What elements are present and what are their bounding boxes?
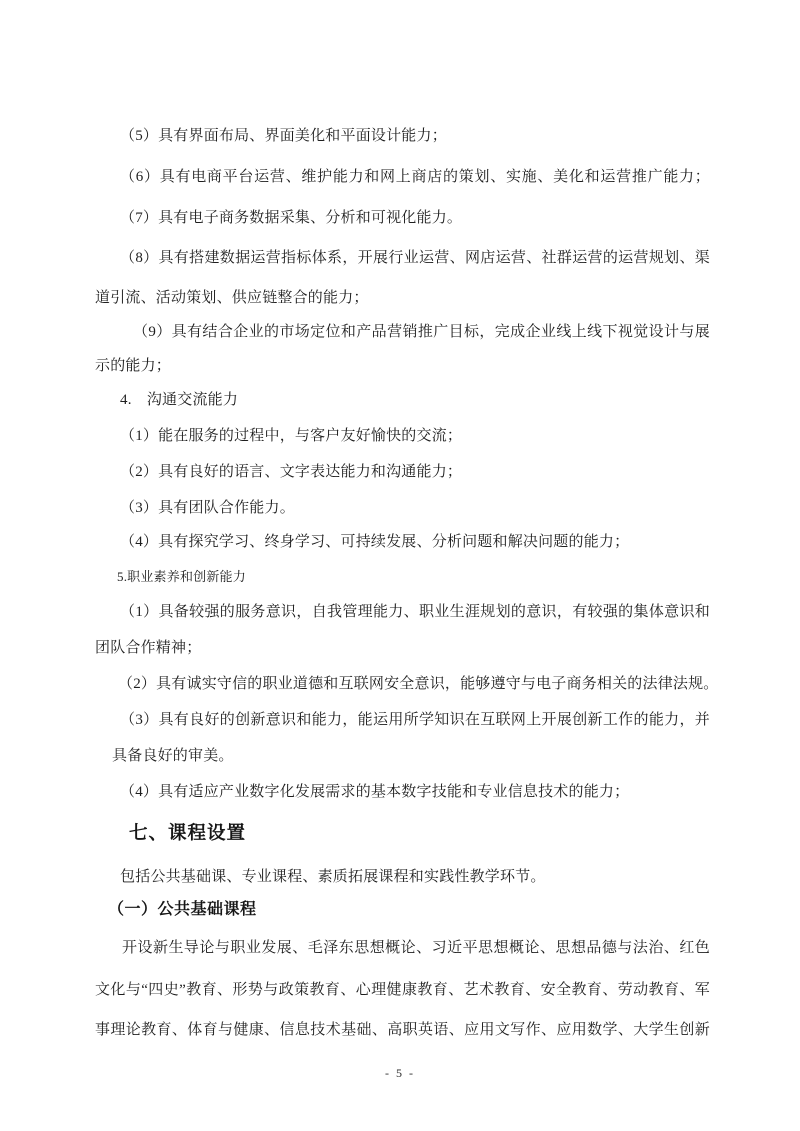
page-number: - 5 - xyxy=(385,1066,415,1080)
section-4-title: 4. 沟通交流能力 xyxy=(120,392,239,408)
item-9-line-2: 示的能力； xyxy=(95,358,172,374)
subheading-public-basic-courses: （一）公共基础课程 xyxy=(108,901,257,918)
item-5: （5）具有界面布局、界面美化和平面设计能力； xyxy=(120,128,447,144)
section-5-item-3-line-2: 具备良好的审美。 xyxy=(112,748,234,764)
item-7: （7）具有电子商务数据采集、分析和可视化能力。 xyxy=(120,210,463,226)
item-8-line-2: 道引流、活动策划、供应链整合的能力； xyxy=(95,290,369,306)
heading-curriculum: 七、课程设置 xyxy=(129,822,247,843)
section-5-title: 5.职业素养和创新能力 xyxy=(117,569,246,584)
item-8-line-1: （8）具有搭建数据运营指标体系，开展行业运营、网店运营、社群运营的运营规划、渠 xyxy=(120,250,710,266)
section-5-item-1-line-1: （1）具备较强的服务意识，自我管理能力、职业生涯规划的意识，有较强的集体意识和 xyxy=(120,604,710,620)
courses-paragraph-line-2: 文化与“四史”教育、形势与政策教育、心理健康教育、艺术教育、安全教育、劳动教育、军 xyxy=(95,982,710,998)
item-6: （6）具有电商平台运营、维护能力和网上商店的策划、实施、美化和运营推广能力； xyxy=(120,169,710,185)
section-5-item-4: （4）具有适应产业数字化发展需求的基本数字技能和专业信息技术的能力； xyxy=(120,784,630,800)
section-4-item-1: （1）能在服务的过程中，与客户友好愉快的交流； xyxy=(120,428,463,444)
item-9-line-1: （9）具有结合企业的市场定位和产品营销推广目标，完成企业线上线下视觉设计与展 xyxy=(133,324,710,340)
section-5-item-1-line-2: 团队合作精神； xyxy=(95,640,202,656)
section-4-item-2: （2）具有良好的语言、文字表达能力和沟通能力； xyxy=(120,464,463,480)
courses-paragraph-line-1: 开设新生导论与职业发展、毛泽东思想概论、习近平思想概论、思想品德与法治、红色 xyxy=(122,940,710,956)
section-4-item-3: （3）具有团队合作能力。 xyxy=(120,500,295,516)
section-5-item-3-line-1: （3）具有良好的创新意识和能力，能运用所学知识在互联网上开展创新工作的能力，并 xyxy=(120,712,710,728)
courses-paragraph-line-3: 事理论教育、体育与健康、信息技术基础、高职英语、应用文写作、应用数学、大学生创新 xyxy=(95,1022,710,1038)
section-4-item-4: （4）具有探究学习、终身学习、可持续发展、分析问题和解决问题的能力； xyxy=(120,534,630,550)
section-5-item-2: （2）具有诚实守信的职业道德和互联网安全意识，能够遵守与电子商务相关的法律法规。 xyxy=(118,676,719,692)
curriculum-intro: 包括公共基础课、专业课程、素质拓展课程和实践性教学环节。 xyxy=(120,869,546,885)
